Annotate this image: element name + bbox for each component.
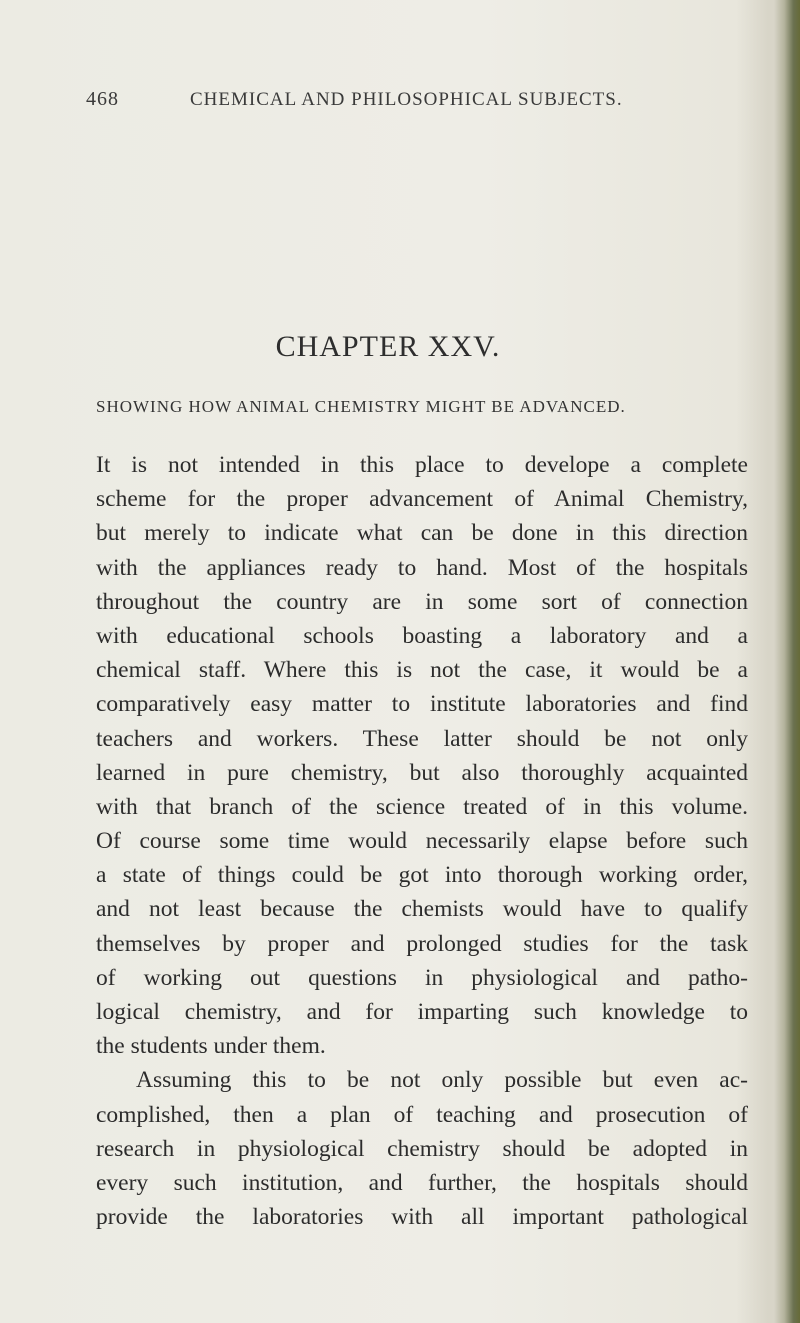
text-line: themselves by proper and prolonged studies for the task (96, 930, 748, 957)
text-line: complished, then a plan of teaching and prosecution of (96, 1101, 748, 1128)
body-text (96, 448, 748, 1234)
text-line: teachers and workers. These latter should be not only (96, 725, 748, 752)
page-edge-shadow (774, 0, 800, 1323)
running-head (86, 88, 726, 111)
text-line: and not least because the chemists would have to qualify (96, 896, 748, 923)
text-line: Of course some time would necessarily elapse before such (96, 828, 748, 855)
text-line: every such institution, and further, the hospitals should (96, 1169, 748, 1196)
text-line: with that branch of the science treated of in this volume. (96, 793, 748, 820)
text-line: but merely to indicate what can be done in this direction (96, 520, 748, 547)
text-line: with the appliances ready to hand. Most of the hospitals (96, 554, 748, 581)
text-line: the students under them. (96, 1033, 326, 1060)
text-line: scheme for the proper advancement of Animal Chemistry, (96, 486, 748, 513)
text-line: provide the laboratories with all important pathological (96, 1204, 748, 1231)
text-line: Assuming this to be not only possible but even ac- (136, 1067, 748, 1094)
text-line: comparatively easy matter to institute laboratories and find (96, 691, 748, 718)
page-number: 468 (86, 88, 119, 110)
text-line: chemical staff. Where this is not the case, it would be a (96, 657, 748, 684)
text-line: logical chemistry, and for imparting such knowledge to (96, 999, 748, 1025)
chapter-subtitle: SHOWING HOW ANIMAL CHEMISTRY MIGHT BE ADVANCED. (96, 397, 626, 416)
text-line: a state of things could be got into thorough working order, (96, 862, 748, 889)
text-line: throughout the country are in some sort of connection (96, 588, 748, 615)
text-line: of working out questions in physiological and patho- (96, 964, 748, 991)
text-line: learned in pure chemistry, but also thoroughly acquainted (96, 759, 748, 786)
text-line: It is not intended in this place to develope a complete (96, 452, 748, 478)
text-line: research in physiological chemistry should be adopted in (96, 1135, 748, 1162)
text-line: with educational schools boasting a laboratory and a (96, 622, 748, 649)
chapter-title: CHAPTER XXV. (275, 330, 501, 363)
running-title: CHEMICAL AND PHILOSOPHICAL SUBJECTS. (190, 89, 623, 110)
